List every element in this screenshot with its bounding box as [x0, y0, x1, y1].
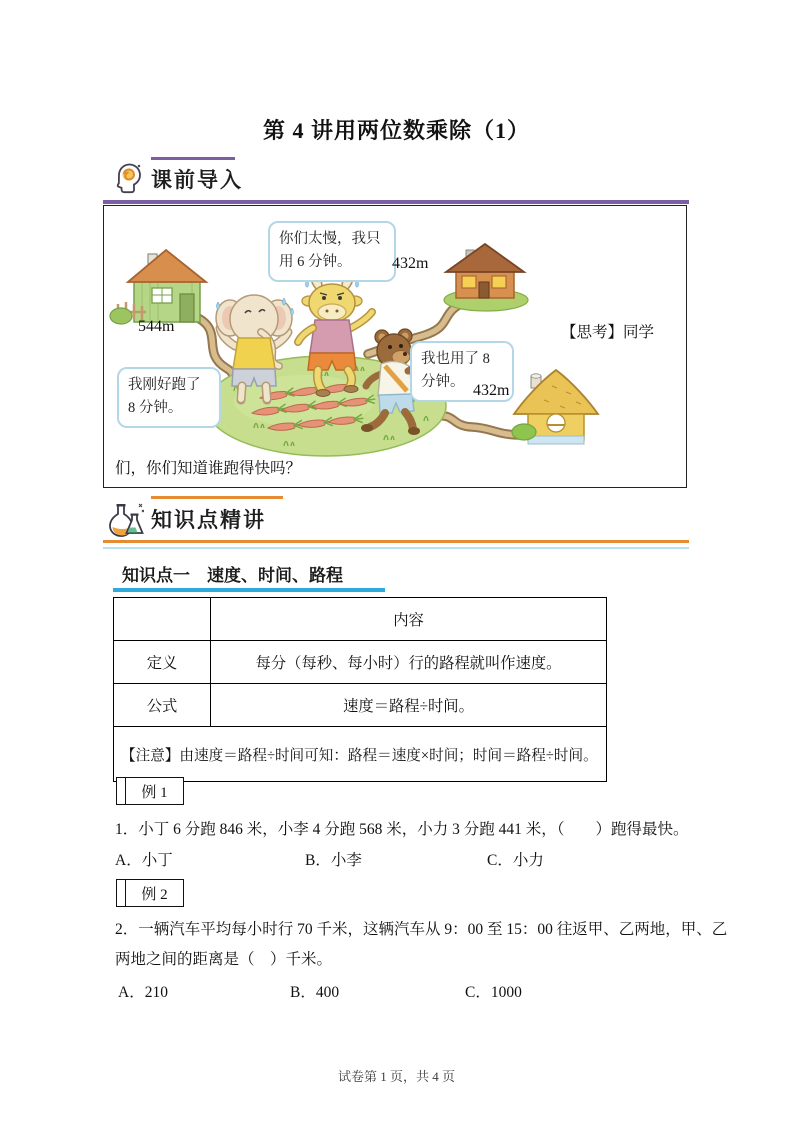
intro-illustration-box	[103, 205, 687, 488]
question1-text: 1．小丁 6 分跑 846 米，小李 4 分跑 568 米，小力 3 分跑 441 米，（ ）跑得最快。	[115, 821, 689, 838]
example-tag-stripe	[117, 778, 126, 804]
section1-header-label: 课前导入	[151, 169, 243, 192]
section2-underline-blue	[103, 547, 689, 549]
yellow-hut	[512, 370, 598, 444]
section2-underline-orange	[103, 540, 689, 543]
example1-tag	[116, 777, 184, 805]
distance-label-left: 544m	[138, 318, 175, 335]
page-title: 第 4 讲用两位数乘除（1）	[262, 118, 530, 143]
table-cell-note: 【注意】由速度＝路程÷时间可知：路程＝速度×时间；时间＝路程÷时间。	[114, 727, 607, 782]
green-house	[110, 250, 206, 324]
question2-option-a: A．210	[118, 984, 168, 1001]
think-prompt-wrap: 们，你们知道谁跑得快吗？	[115, 460, 302, 477]
question1-options	[115, 848, 544, 870]
flasks-icon	[108, 499, 144, 539]
distance-label-bottom-right: 432m	[473, 382, 510, 399]
example2-tag	[116, 879, 184, 907]
page-footer: 试卷第 1 页，共 4 页	[337, 1069, 455, 1084]
example2-tag-label: 例 2	[141, 886, 168, 903]
table-row-header	[114, 598, 607, 641]
question2-option-b: B．400	[290, 984, 340, 1001]
section1-underline	[103, 200, 689, 204]
brown-house	[444, 244, 528, 311]
table-cell-definition-content: 每分（每秒、每小时）行的路程就叫作速度。	[211, 641, 607, 684]
think-prompt-inline: 【思考】同学	[561, 324, 655, 341]
question2-text-line1: 2．一辆汽车平均每小时行 70 千米，这辆汽车从 9：00 至 15：00 往返甲、乙两地，甲、乙	[115, 921, 728, 938]
question2-options	[118, 980, 522, 1002]
section2-header	[108, 499, 266, 539]
speech-bubble-elephant: 我刚好跑了 8 分钟。	[117, 367, 221, 428]
question2-text-line2: 两地之间的距离是（ ）千米。	[115, 951, 333, 968]
question1-option-a: A．小丁	[115, 852, 173, 869]
table-cell-content-header: 内容	[211, 598, 607, 641]
table-row-definition	[114, 641, 607, 684]
table-row-note	[114, 727, 607, 782]
question1-option-c: C．小力	[487, 852, 544, 869]
knowledge-table	[113, 597, 607, 782]
table-cell-formula-label: 公式	[114, 684, 211, 727]
speech-bubble-cow: 你们太慢，我只用 6 分钟。	[268, 221, 396, 282]
table-cell-formula-content: 速度＝路程÷时间。	[211, 684, 607, 727]
knowledge-point-title: 知识点一 速度、时间、路程	[122, 566, 343, 585]
head-think-icon	[112, 160, 144, 198]
knowledge-point-underline	[113, 588, 385, 592]
section1-header	[112, 160, 243, 198]
table-row-formula	[114, 684, 607, 727]
question2-option-c: C．1000	[465, 984, 522, 1001]
section2-header-label: 知识点精讲	[151, 509, 266, 532]
example-tag-stripe	[117, 880, 126, 906]
speech-bubble-bear: 我也用了 8 分钟。	[410, 341, 514, 402]
table-cell-empty	[114, 598, 211, 641]
table-cell-definition-label: 定义	[114, 641, 211, 684]
question1-option-b: B．小李	[305, 852, 362, 869]
example1-tag-label: 例 1	[141, 784, 168, 801]
distance-label-top-right: 432m	[392, 255, 429, 272]
